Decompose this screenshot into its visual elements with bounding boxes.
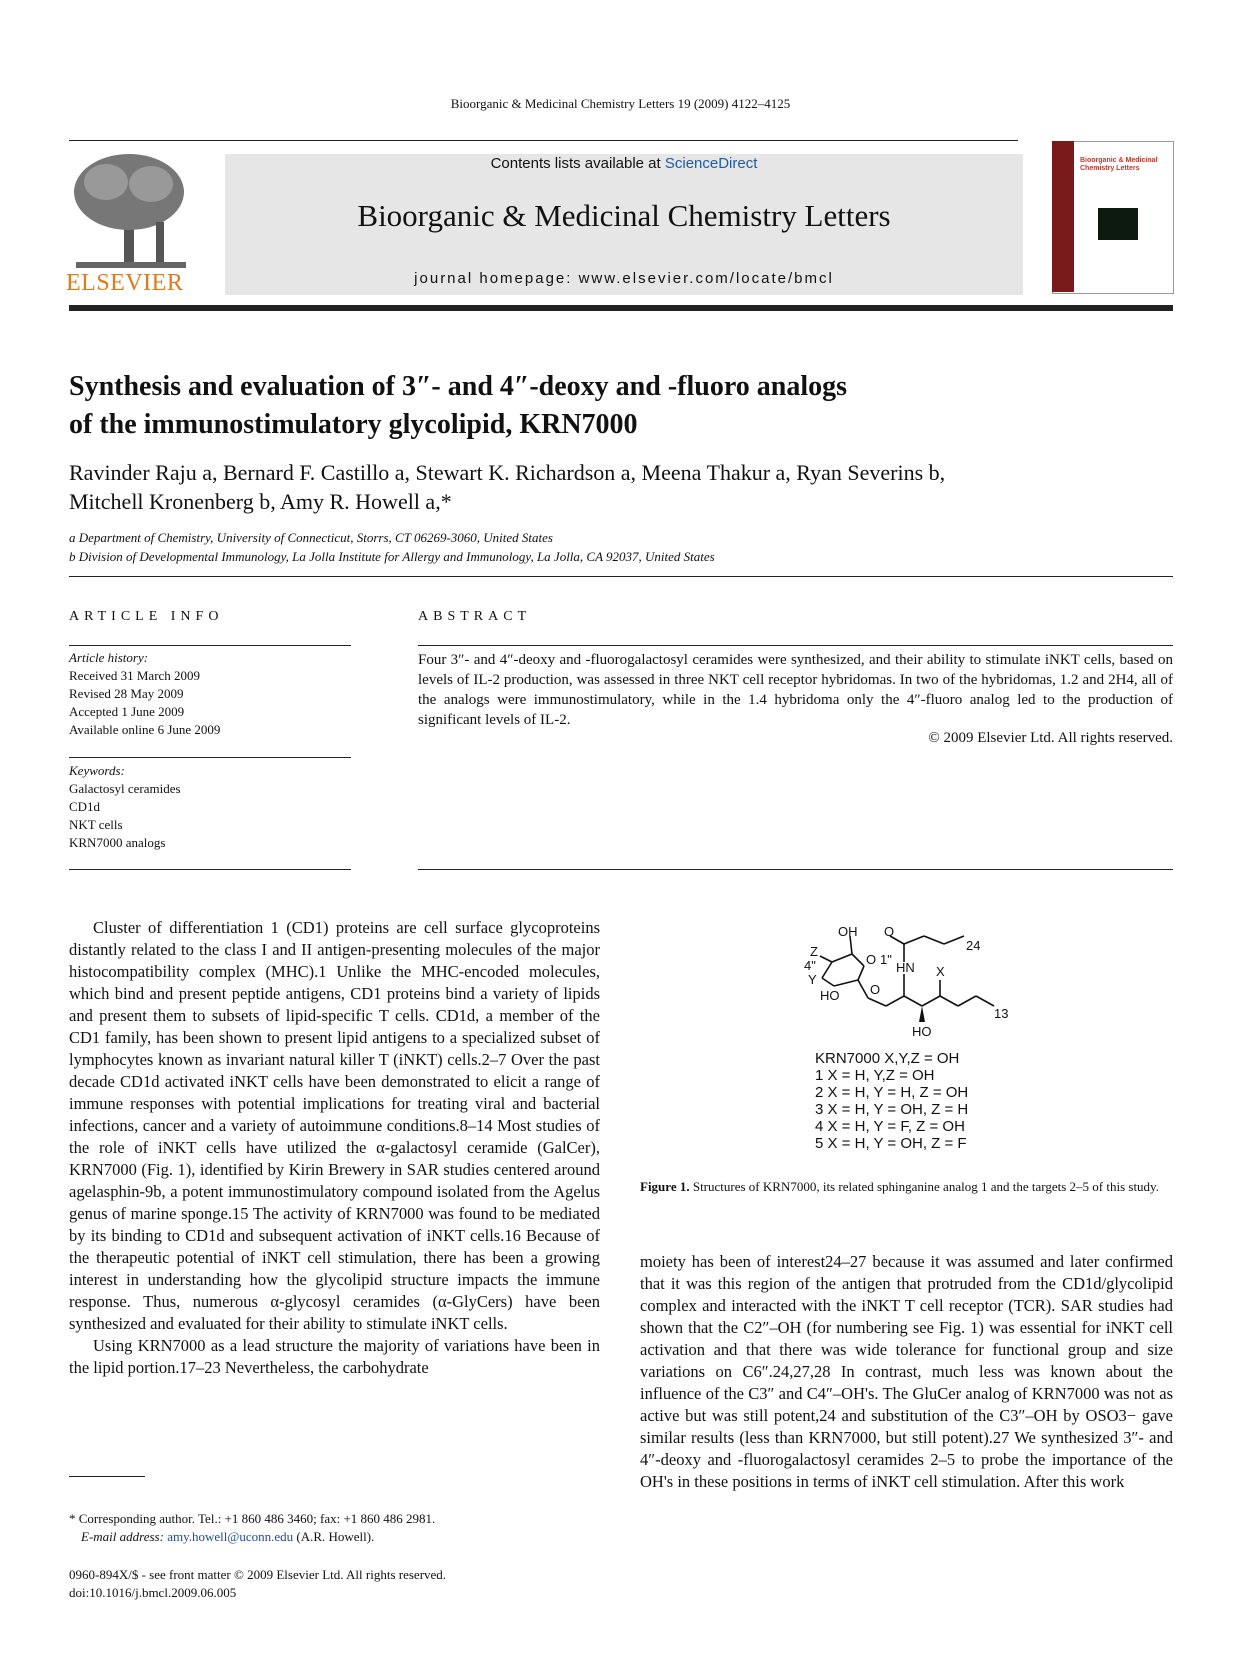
body-paragraph-2: Using KRN7000 as a lead structure the majority of variations have been in the lipid portion.17–23 Nevertheless, the carbohydrate	[69, 1336, 600, 1377]
label-z: Z	[810, 944, 818, 959]
issn-doi	[69, 1566, 669, 1602]
email-suffix: (A.R. Howell).	[296, 1529, 375, 1544]
legend-row: 3 X = H, Y = OH, Z = H	[815, 1101, 969, 1118]
abstract-text: Four 3″- and 4″-deoxy and -fluorogalactosyl ceramides were synthesized, and their ability to stimulate iNKT cells, based on levels of IL-2 production, was assessed in three NKT cell receptor hybridomas. In two of the hybridomas, 1.2 and 2H4, all of the analogs were immunostimulatory, while in the 1.4 hybridoma only the 4″-fluoro analog led to the production of significant levels of IL-2.	[418, 652, 1173, 728]
bond	[832, 954, 852, 962]
figure-legend	[815, 1050, 968, 1152]
abstract-bottom-rule	[418, 869, 1173, 870]
legend-row: 5 X = H, Y = OH, Z = F	[815, 1135, 967, 1152]
history-accepted: Accepted 1 June 2009	[69, 704, 185, 719]
cover-image	[1098, 208, 1138, 240]
label-x: X	[936, 964, 945, 979]
bond	[834, 980, 858, 986]
doi-line[interactable]: doi:10.1016/j.bmcl.2009.06.005	[69, 1585, 237, 1600]
history-revised: Revised 28 May 2009	[69, 686, 184, 701]
title-line-1: Synthesis and evaluation of 3″- and 4″-deoxy and -fluoro analogs	[69, 371, 847, 402]
footnote-rule	[69, 1476, 145, 1477]
bond	[822, 978, 834, 986]
article-title	[69, 368, 1119, 444]
bond	[858, 966, 864, 980]
caption-label: Figure 1.	[640, 1179, 690, 1194]
article-info-rule	[69, 645, 351, 646]
bond	[852, 954, 864, 966]
body-right-column	[640, 1251, 1173, 1493]
corresponding-author: * Corresponding author. Tel.: +1 860 486 3460; fax: +1 860 486 2981.	[69, 1511, 436, 1526]
label-n13: 13	[994, 1006, 1009, 1021]
wedge-bond	[919, 1006, 925, 1022]
bond	[904, 936, 924, 944]
legend-row: 2 X = H, Y = H, Z = OH	[815, 1084, 969, 1101]
affiliations	[69, 528, 1169, 566]
label-n24: 24	[966, 938, 981, 953]
article-history	[69, 649, 359, 739]
bond	[958, 996, 976, 1006]
label-ho-bottom: HO	[912, 1024, 932, 1039]
legend-row: KRN7000 X,Y,Z = OH	[815, 1050, 960, 1067]
history-label: Article history:	[69, 650, 149, 665]
cover-spine	[1052, 141, 1074, 292]
abstract-copyright: © 2009 Elsevier Ltd. All rights reserved.	[928, 730, 1173, 746]
issn-line: 0960-894X/$ - see front matter © 2009 Elsevier Ltd. All rights reserved.	[69, 1567, 447, 1582]
body-paragraph-right: moiety has been of interest24–27 because it was assumed and later confirmed that it was this region of the antigen that protruded from the CD1d/glycolipid complex and interacted with the iNKT T cell receptor (TCR). SAR studies had shown that the C2″–OH (for numbering see Fig. 1) was essential for iNKT cell activation and that there was wide tolerance for functional group and size variations on C6″.24,27,28 In contrast, much less was known about the influence of the C3″ and C4″–OH's. The GluCer analog of KRN7000 was not as active but was still potent,24 and substitution of the C3″–OH by OSO3− gave similar results (less than KRN7000, but still potent).27 We synthesized 3″- and 4″-deoxy and -fluorogalactosyl ceramides 2–5 to probe the importance of the OH's in these positions in terms of iNKT cell stimulation. After this work	[640, 1252, 1173, 1491]
bond	[944, 936, 964, 944]
keyword-item: NKT cells	[69, 817, 123, 832]
affiliation-a: a Department of Chemistry, University of Connecticut, Storrs, CT 06269-3060, United States	[69, 530, 553, 545]
bond	[886, 996, 904, 1006]
keywords-label: Keywords:	[69, 763, 125, 778]
bond	[858, 980, 868, 998]
elsevier-wordmark: ELSEVIER	[66, 270, 184, 296]
label-ho: HO	[820, 988, 840, 1003]
abstract-heading: ABSTRACT	[418, 609, 532, 624]
label-ring-o: O	[866, 952, 877, 967]
article-info-bottom-rule	[69, 869, 351, 870]
bond	[904, 996, 922, 1006]
keywords-rule	[69, 757, 351, 758]
header-thick-rule	[69, 305, 1173, 311]
krn7000-structure-figure	[800, 922, 1020, 1042]
label-c4: 4"	[804, 958, 816, 973]
bond	[822, 962, 832, 978]
title-line-2: of the immunostimulatory glycolipid, KRN7000	[69, 409, 638, 440]
contents-prefix: Contents lists available at	[490, 155, 665, 172]
affiliation-rule	[69, 576, 1173, 577]
journal-reference: Bioorganic & Medicinal Chemistry Letters 19 (2009) 4122–4125	[450, 96, 791, 111]
history-online: Available online 6 June 2009	[69, 722, 221, 737]
keyword-item: Galactosyl ceramides	[69, 781, 181, 796]
legend-row: 4 X = H, Y = F, Z = OH	[815, 1118, 965, 1135]
legend-row: 1 X = H, Y,Z = OH	[815, 1067, 935, 1084]
label-y: Y	[808, 972, 817, 987]
affiliation-b: b Division of Developmental Immunology, La Jolla Institute for Allergy and Immunology, La Jolla, CA 92037, United States	[69, 549, 715, 564]
footnote	[69, 1510, 629, 1546]
body-paragraph-1: Cluster of differentiation 1 (CD1) proteins are cell surface glycoproteins distantly related to the class I and II antigen-presenting molecules of the major histocompatibility complex (MHC).1 Unlike the MHC-encoded molecules, which bind and present peptide antigens, CD1 proteins bind a variety of lipids and present them to subsets of lipid-specific T cells. CD1d, a member of the CD1 family, has been shown to present lipid antigens to a specialized subset of lymphocytes known as invariant natural killer T (iNKT) cells.2–7 Over the past decade CD1d activated iNKT cells have been demonstrated to elicit a range of immune responses with potential implications for treating viral and bacterial infections, cancer and a variety of autoimmune conditions.8–14 Most studies of the role of iNKT cells have utilized the α-galactosyl ceramide (GalCer), KRN7000 (Fig. 1), identified by Kirin Brewery in SAR studies centered around agelasphin-9b, a potent immunostimulatory compound isolated from the Agelus genus of marine sponge.15 The activity of KRN7000 was found to be mediated by its binding to CD1d and subsequent activation of iNKT cells.16 Because of the therapeutic potential of iNKT cell stimulation, there has been a growing interest in understanding how the glycolipid structure impacts the immune response. Thus, numerous α-glycosyl ceramides (α-GlyCers) have been synthesized and evaluated for their ability to stimulate iNKT cells.	[69, 918, 600, 1333]
bond	[924, 936, 944, 944]
keyword-item: CD1d	[69, 799, 101, 814]
contents-line	[225, 155, 1023, 172]
journal-title: Bioorganic & Medicinal Chemistry Letters	[357, 198, 891, 233]
label-hn: HN	[896, 960, 915, 975]
abstract-rule	[418, 645, 1173, 646]
header-rule	[69, 140, 1018, 141]
bond	[976, 996, 994, 1006]
bond	[922, 996, 940, 1006]
email-link[interactable]: amy.howell@uconn.edu	[167, 1529, 294, 1544]
cover-title: Bioorganic & Medicinal Chemistry Letters	[1080, 157, 1158, 172]
author-list	[69, 458, 1169, 516]
bond	[940, 996, 958, 1006]
authors-line-2: Mitchell Kronenberg b, Amy R. Howell a,*	[69, 489, 452, 514]
label-link-o: O	[870, 982, 881, 997]
keywords	[69, 762, 359, 852]
bond	[820, 956, 832, 962]
email-label: E-mail address:	[81, 1529, 164, 1544]
figure-caption	[640, 1178, 1173, 1196]
label-oh-top: OH	[838, 924, 858, 939]
journal-homepage[interactable]: journal homepage: www.elsevier.com/locate/bmcl	[414, 270, 834, 287]
bond	[868, 998, 886, 1006]
body-left-column	[69, 917, 600, 1379]
history-received: Received 31 March 2009	[69, 668, 201, 683]
label-c1: 1"	[880, 952, 892, 967]
article-info-heading: ARTICLE INFO	[69, 609, 224, 624]
caption-text: Structures of KRN7000, its related sphinganine analog 1 and the targets 2–5 of this study.	[692, 1179, 1159, 1194]
sciencedirect-link[interactable]: ScienceDirect	[664, 155, 758, 172]
keyword-item: KRN7000 analogs	[69, 835, 166, 850]
label-carbonyl-o: O	[884, 924, 895, 939]
authors-line-1: Ravinder Raju a, Bernard F. Castillo a, Stewart K. Richardson a, Meena Thakur a, Ryan Severins b,	[69, 460, 946, 485]
